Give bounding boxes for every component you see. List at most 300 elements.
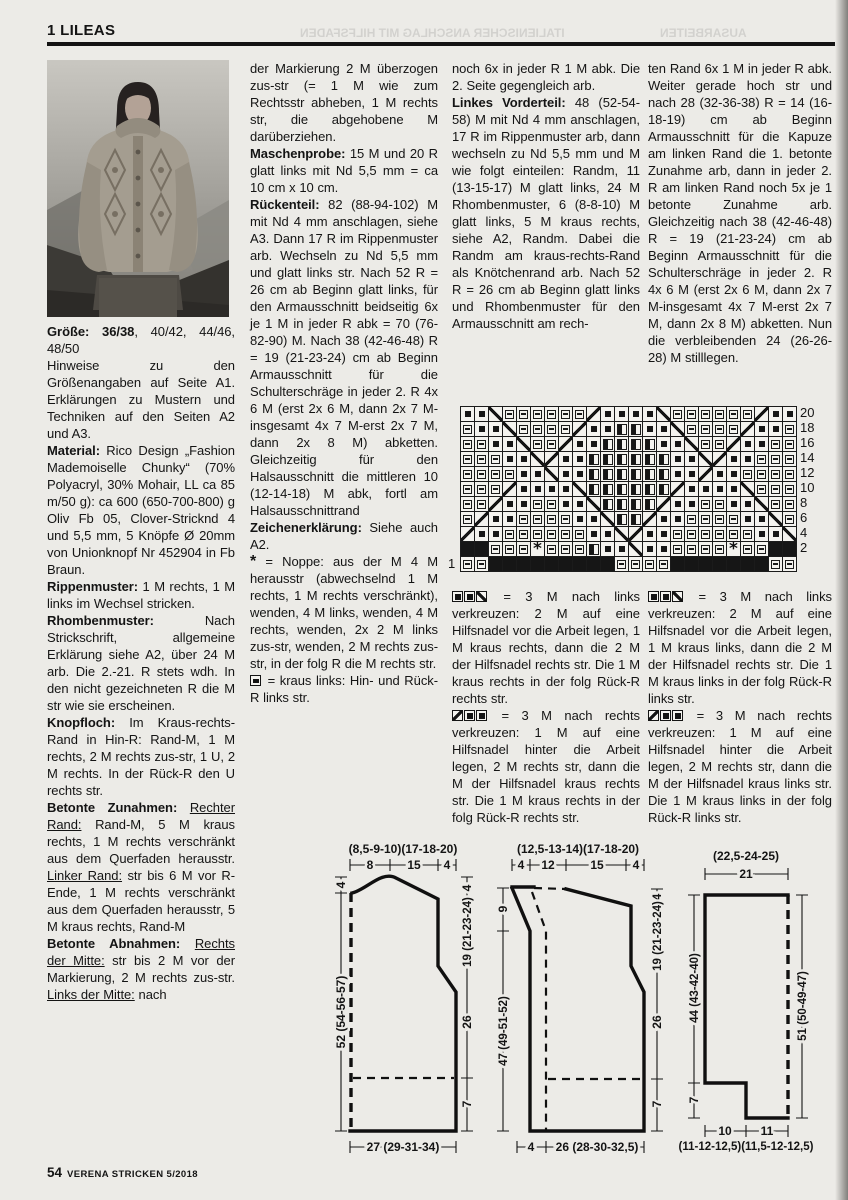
chart-cell [671, 542, 684, 556]
chart-cell [769, 557, 782, 571]
increases-paragraph [47, 799, 235, 935]
d2-left-9: 9 [496, 905, 510, 913]
bobble-paragraph [250, 553, 438, 672]
header-rule [47, 42, 835, 46]
chart-cell [741, 557, 754, 571]
chart-cell [489, 557, 502, 571]
chart-cell [727, 452, 740, 466]
chart-cell [545, 437, 558, 451]
chart-cell [783, 452, 796, 466]
size-rest: , 40/42, 44/46, 48/50 [47, 324, 235, 356]
chart-grid [460, 406, 797, 572]
chart-cell [755, 422, 768, 436]
chart-cell [517, 512, 530, 526]
chart-cell [531, 557, 544, 571]
kraus-links-icon [250, 675, 261, 686]
cable-left-paragraph [452, 588, 640, 707]
chart-cell [699, 437, 712, 451]
material-text: Rico Design „Fashion Mademoiselle Chunky“ (70% Polyacryl, 30% Mohair, LL ca 85 m/50 g): ca 600 (650-700-800) g Oliv Fb 05, Clover-Stricknd 4 und 5,5 mm, 5 Knöpfe Ø 20mm von Unionknopf Nr 452904 in Fb Braun. [47, 443, 235, 577]
chart-cell [615, 437, 628, 451]
chart-cell [573, 407, 586, 421]
chart-cell [769, 512, 782, 526]
chart-cell [685, 407, 698, 421]
chart-cell [503, 437, 516, 451]
chart-cell [741, 482, 754, 496]
chart-cell [517, 452, 530, 466]
chart-cell [461, 542, 474, 556]
gauge-label: Maschenprobe: [250, 146, 350, 161]
size-note: Hinweise zu den Größenangaben auf Seite A1. Erklärungen zu Mustern und Techniken auf den Seiten A2 und A3. [47, 358, 235, 441]
chart-cell [573, 422, 586, 436]
chart-cell [545, 482, 558, 496]
chart-cell [559, 407, 572, 421]
chart-cell [475, 452, 488, 466]
chart-cell [573, 527, 586, 541]
column-1 [47, 60, 235, 1003]
page-title: 1 LILEAS [47, 22, 116, 39]
chart-cell [727, 482, 740, 496]
chart-cell [601, 467, 614, 481]
chart-row-number: 8 [800, 495, 808, 510]
chart-cell [671, 497, 684, 511]
chart-cell [629, 542, 642, 556]
size-first: 36/38 [102, 324, 135, 339]
chart-cell [517, 527, 530, 541]
chart-cell [643, 497, 656, 511]
page-number: 54 [47, 1165, 63, 1180]
chart-cell [461, 407, 474, 421]
cable-left-paragraph [648, 588, 832, 707]
d1-right-7: 7 [460, 1100, 474, 1108]
d2-top-4a: 4 [517, 858, 525, 872]
rib-pattern-paragraph [47, 578, 235, 612]
chart-cell [685, 512, 698, 526]
chart-cell [517, 557, 530, 571]
chart-cell [475, 527, 488, 541]
chart-cell [503, 407, 516, 421]
chart-cell [545, 407, 558, 421]
d1-left-4: 4 [334, 881, 348, 889]
chart-cell [545, 467, 558, 481]
chart-cell [699, 512, 712, 526]
d2-size-label: (12,5-13-14)(17-18-20) [516, 842, 640, 856]
buttonhole-text: Im Kraus-rechts-Rand in Hin-R: Rand-M, 1 M rechts, 2 M rechts zus-str, 1 U, 2 M rechts. In der Rück-R den U rechts str. [47, 715, 235, 798]
d2-top-12: 12 [541, 858, 555, 872]
d3-size-label: (22,5-24-25) [712, 849, 780, 863]
chart-cell [601, 497, 614, 511]
chart-cell [587, 422, 600, 436]
chart-cell [461, 437, 474, 451]
d1-size-label: (8,5-9-10)(17-18-20) [348, 842, 458, 856]
chart-cell [503, 497, 516, 511]
chart-cell [587, 527, 600, 541]
chart-cell [503, 452, 516, 466]
model-photo [47, 60, 229, 317]
chart-cell [727, 467, 740, 481]
chart-cell [517, 407, 530, 421]
chart-cell [517, 422, 530, 436]
d1-right-4: 4 [460, 884, 474, 892]
cable-left-text: = 3 M nach links verkreuzen: 2 M auf eine Hilfsnadel vor die Arbeit legen, 1 M kraus rechts, dann die 2 M der Hilfsnadel rechts str. Die 1 M kraus rechts in der folg Rück-R rechts str. [452, 589, 640, 706]
chart-cell [769, 452, 782, 466]
chart-cell [755, 542, 768, 556]
chart-cell [517, 437, 530, 451]
d3-left-7: 7 [687, 1096, 701, 1104]
chart-cell [629, 422, 642, 436]
chart-cell [629, 437, 642, 451]
chart-cell [615, 407, 628, 421]
d1-top-4: 4 [443, 858, 451, 872]
cable-left-icon [648, 591, 683, 602]
chart-row-number: 18 [800, 420, 815, 435]
chart-cell [741, 497, 754, 511]
d1-top-15: 15 [407, 858, 421, 872]
chart-cell [615, 467, 628, 481]
chart-cell [587, 452, 600, 466]
d3-left-height: 44 (43-42-40) [689, 953, 701, 1023]
d1-left-height: 52 (54-56-57) [334, 975, 348, 1049]
chart-cell [685, 452, 698, 466]
chart-cell [629, 482, 642, 496]
chart-cell [601, 557, 614, 571]
chart-cell [517, 467, 530, 481]
chart-cell [643, 407, 656, 421]
chart-cell [769, 497, 782, 511]
d2-top-15: 15 [590, 858, 604, 872]
chart-cell [671, 437, 684, 451]
cable-left-text: = 3 M nach links verkreuzen: 2 M auf eine Hilfsnadel vor die Arbeit legen, 1 M kraus links, dann die 2 M der Hilfsnadel rechts str. Die 1 M kraus links in der folg Rück-R links str. [648, 589, 832, 706]
chart-cell [783, 482, 796, 496]
chart-cell [783, 437, 796, 451]
cable-right-text: = 3 M nach rechts verkreuzen: 1 M auf eine Hilfsnadel hinter die Arbeit legen, 2 M rechts str, dann die M der Hilfsnadel kraus rechts str. Die 1 M kraus rechts in der folg Rück-R rechts str. [452, 708, 640, 825]
chart-cell [657, 527, 670, 541]
rib-text: 1 M rechts, 1 M links im Wechsel stricken. [47, 579, 235, 611]
material-paragraph [47, 442, 235, 578]
chart-cell [727, 422, 740, 436]
diamond-pattern-paragraph [47, 612, 235, 714]
chart-cell [503, 422, 516, 436]
d3-right-height: 51 (50-49-47) [797, 971, 809, 1041]
chart-cell [615, 497, 628, 511]
bleedthrough-text: AUSARBEITEN [660, 26, 747, 40]
chart-cell [545, 527, 558, 541]
chart-cell [713, 482, 726, 496]
chart-cell [671, 482, 684, 496]
chart-cell [587, 467, 600, 481]
chart-cell [475, 467, 488, 481]
chart-row-number: 20 [800, 405, 815, 420]
chart-cell [489, 467, 502, 481]
chart-cell [601, 437, 614, 451]
back-piece-paragraph [250, 196, 438, 519]
left-front-text: 48 (52-54-58) M mit Nd 4 mm anschlagen, 17 R im Rippenmuster arb, dann wechseln zu Nd 5,5 mm und M wie folgt einteilen: Randm, 11 (13-15-17) M glatt links, 24 M Rhombenmuster, 6 (8-8-10) M glatt links, 5 M kraus rechts, siehe A2, Randm. Dabei die Randm am kraus-rechts-Rand als Knötchenrand arb. Nach 52 R = 26 cm ab Beginn glatt links und Rhombenmuster für den Armausschnitt am rech- [452, 95, 640, 331]
chart-cell [587, 512, 600, 526]
cable-right-icon [648, 710, 683, 721]
chart-cell [755, 437, 768, 451]
chart-cell [545, 512, 558, 526]
chart-cell [741, 422, 754, 436]
chart-cell [489, 527, 502, 541]
chart-cell [741, 542, 754, 556]
d1-top-8: 8 [366, 858, 374, 872]
chart-cell [769, 422, 782, 436]
d2-bottom-width: 26 (28-30-32,5) [555, 1140, 639, 1154]
cable-right-icon [452, 710, 487, 721]
chart-cell [489, 482, 502, 496]
chart-cell [755, 452, 768, 466]
chart-cell [531, 482, 544, 496]
chart-cell [615, 512, 628, 526]
increases-text-1: Rand-M, 5 M kraus rechts, 1 M rechts verschränkt aus dem Querfaden herausstr. [47, 817, 235, 866]
cable-left-icon [452, 591, 487, 602]
chart-cell [517, 482, 530, 496]
chart-cell [489, 497, 502, 511]
chart-cell [713, 437, 726, 451]
chart-cell [699, 452, 712, 466]
back-piece-label: Rückenteil: [250, 197, 329, 212]
chart-cell [643, 557, 656, 571]
chart-cell [643, 482, 656, 496]
chart-cell [657, 452, 670, 466]
chart-cell [769, 407, 782, 421]
chart-cell [699, 557, 712, 571]
chart-cell [713, 452, 726, 466]
chart-cell [531, 452, 544, 466]
chart-cell [755, 557, 768, 571]
chart-cell [755, 497, 768, 511]
chart-cell [587, 437, 600, 451]
size-label: Größe: [47, 324, 103, 339]
chart-cell [769, 527, 782, 541]
chart-cell [769, 437, 782, 451]
chart-cell [769, 467, 782, 481]
chart-cell [475, 482, 488, 496]
chart-cell [531, 422, 544, 436]
d2-right-26: 26 [650, 1015, 664, 1029]
chart-row-number: 2 [800, 540, 808, 555]
chart-cell [601, 422, 614, 436]
chart-cell [685, 482, 698, 496]
chart-cell [699, 527, 712, 541]
chart-cell [643, 527, 656, 541]
chart-cell [475, 422, 488, 436]
chart-cell [615, 542, 628, 556]
chart-cell [643, 422, 656, 436]
size-paragraph [47, 323, 235, 357]
chart-cell [657, 422, 670, 436]
left-of-center-label: Links der Mitte: [47, 987, 135, 1002]
chart-cell [643, 467, 656, 481]
d2-right-4: 4 [650, 893, 664, 901]
buttonhole-label: Knopfloch: [47, 715, 130, 730]
chart-cell [643, 512, 656, 526]
chart-cell [615, 557, 628, 571]
d2-right-7: 7 [650, 1100, 664, 1108]
chart-cell [545, 557, 558, 571]
chart-cell [573, 482, 586, 496]
column-3 [452, 60, 640, 332]
chart-cell [587, 557, 600, 571]
schematic-back [334, 842, 474, 1154]
chart-cell [741, 527, 754, 541]
chart-cell [741, 407, 754, 421]
continuation-paragraph: ten Rand 6x 1 M in jeder R abk. Weiter gerade hoch str und nach 28 (32-36-38) R = 14 (16-18-19) cm ab Beginn Armausschnitt für die Kapuze am linken Rand die 1. betonte Zunahme arb, dann in jeder 2. R am linken Rand noch 5x je 1 betonte Zunahme arb. Gleichzeitig nach 38 (42-46-48) R = 19 (21-23-24) cm ab Beginn Armausschnitt für die Schulterschräge in jeder 2. R 4x 6 M (erst 2x 6 M, dann 2x 7 M-insgesamt 4x 7 M-erst 2x 7 M, dann 2x 8 M) abketten. Nun die verbleibenden 24 (26-26-28) M stilllegen. [648, 61, 832, 365]
chart-cell [657, 512, 670, 526]
column-3-cable-key [452, 588, 640, 826]
chart-cell [755, 407, 768, 421]
back-piece-text: 82 (88-94-102) M mit Nd 4 mm anschlagen, siehe A3. Dann 17 R im Rippenmuster arb. Wechseln zu Nd 5,5 mm und glatt links str. Nach 52 R = 26 cm ab Beginn glatt links, für den Armausschnitt beidseitig 6x je 1 M in jeder R abk = 70 (76-82-90) M. Nach 38 (42-46-48) R = 19 (21-23-24) cm ab Beginn Armausschnitt für die Schulterschräge in jeder 2. R 4x 6 M (erst 2x 6 M, dann 2x 7 M-insgesamt 4x 7 M-erst 2x 7 M, dann 2x 8 M) abketten. Gleichzeitig für den Halsausschnitt die mittleren 10 (12-14-18) M abk, fortl am Halsausschnittrand [250, 197, 438, 518]
chart-cell [699, 407, 712, 421]
d2-left-height: 47 (49-51-52) [498, 996, 510, 1066]
chart-cell [503, 467, 516, 481]
d2-right-19: 19 (21-23-24) [652, 901, 664, 971]
chart-cell [461, 497, 474, 511]
d3-bottom-10: 10 [718, 1124, 732, 1138]
d1-right-19: 19 (21-23-24) [462, 897, 474, 967]
chart-cell [699, 422, 712, 436]
chart-cell [489, 437, 502, 451]
chart-cell [755, 527, 768, 541]
chart-cell [741, 512, 754, 526]
chart-cell [461, 452, 474, 466]
chart-cell [657, 557, 670, 571]
chart-row-number: 4 [800, 525, 808, 540]
chart-cell [461, 527, 474, 541]
chart-cell [461, 482, 474, 496]
right-of-center-label: Rechts der Mitte: [47, 936, 235, 968]
chart-cell [503, 557, 516, 571]
bobble-text: = Noppe: aus der M 4 M herausstr (abwechselnd 1 M rechts, 1 M rechts verschränkt), wenden, 4 M links, wenden, 4 M rechts, wenden, 2x 2 M links zus-str, wenden, 2 M rechts zus-str, in der folg R die M rechts str. [250, 554, 438, 671]
chart-cell [657, 467, 670, 481]
chart-cell [531, 497, 544, 511]
chart-cell [671, 557, 684, 571]
chart-cell [489, 452, 502, 466]
chart-cell [685, 497, 698, 511]
chart-cell [769, 542, 782, 556]
left-edge-label: Linker Rand: [47, 868, 123, 883]
chart-cell [727, 557, 740, 571]
chart-cell [671, 527, 684, 541]
chart-cell [699, 542, 712, 556]
chart-cell [741, 452, 754, 466]
chart-cell [741, 437, 754, 451]
column-2 [250, 60, 438, 706]
chart-cell [573, 437, 586, 451]
diamond-text: Nach Strickschrift, allgemeine Erklärung siehe A2, über 24 M arb. Die 2.-21. R stets wdh. In den nicht gezeichneten R die M str wie sie erscheinen. [47, 613, 235, 713]
chart-cell [587, 482, 600, 496]
chart-cell [489, 422, 502, 436]
chart-cell [475, 557, 488, 571]
chart-cell [503, 542, 516, 556]
chart-cell [783, 527, 796, 541]
chart-cell [629, 407, 642, 421]
chart-cell [671, 467, 684, 481]
chart-cell [727, 407, 740, 421]
chart-cell [601, 452, 614, 466]
chart-cell [559, 497, 572, 511]
chart-cell [559, 452, 572, 466]
chart-cell [615, 527, 628, 541]
chart-cell [643, 542, 656, 556]
chart-cell [615, 452, 628, 466]
chart-cell [671, 422, 684, 436]
chart-cell [489, 512, 502, 526]
chart-cell [657, 437, 670, 451]
chart-cell [517, 542, 530, 556]
symbol-key-text: Siehe auch A2. [250, 520, 438, 552]
chart-cell [713, 542, 726, 556]
chart-cell [573, 542, 586, 556]
chart-cell [783, 467, 796, 481]
chart-cell [531, 407, 544, 421]
left-front-label: Linkes Vorderteil: [452, 95, 575, 110]
chart-cell [475, 407, 488, 421]
page-footer [47, 1164, 198, 1182]
chart-cell [657, 542, 670, 556]
chart-cell [601, 542, 614, 556]
chart-cell [685, 422, 698, 436]
chart-cell [685, 542, 698, 556]
rib-label: Rippenmuster: [47, 579, 143, 594]
d1-bottom-width: 27 (29-31-34) [366, 1140, 440, 1154]
chart-cell [755, 482, 768, 496]
chart-cell [559, 422, 572, 436]
chart-cell [587, 542, 600, 556]
chart-cell [629, 512, 642, 526]
increases-label: Betonte Zunahmen: [47, 800, 190, 815]
chart-cell [601, 527, 614, 541]
chart-cell [601, 482, 614, 496]
chart-cell [545, 497, 558, 511]
right-edge-label: Rechter Rand: [47, 800, 235, 832]
chart-cell [503, 512, 516, 526]
garter-purl-paragraph [250, 672, 438, 706]
chart-cell [685, 557, 698, 571]
increases-text-2: str bis 6 M vor R-Ende, 1 M rechts verschränkt aus dem Querfaden herausstr, 5 M kraus rechts, Rand-M [47, 868, 235, 934]
chart-cell [783, 422, 796, 436]
chart-cell [573, 467, 586, 481]
chart-cell [545, 452, 558, 466]
chart-row-number: 14 [800, 450, 815, 465]
chart-cell [629, 527, 642, 541]
chart-cell [475, 437, 488, 451]
gauge-paragraph [250, 145, 438, 196]
chart-cell [517, 497, 530, 511]
chart-cell [769, 482, 782, 496]
schematic-hood [679, 849, 814, 1153]
chart-cell [545, 422, 558, 436]
chart-cell [475, 497, 488, 511]
chart-cell [475, 542, 488, 556]
d2-top-4b: 4 [632, 858, 640, 872]
schematic-diagrams [280, 835, 840, 1170]
chart-row-number: 6 [800, 510, 808, 525]
chart-cell [671, 512, 684, 526]
bobble-star-icon: * [250, 553, 257, 570]
chart-cell [755, 512, 768, 526]
magazine-name: VERENA STRICKEN 5/2018 [67, 1169, 198, 1180]
chart-cell [573, 512, 586, 526]
chart-cell [783, 557, 796, 571]
decreases-paragraph [47, 935, 235, 1003]
diamond-label: Rhombenmuster: [47, 613, 205, 628]
decreases-text-2: nach [134, 987, 167, 1002]
chart-cell [573, 497, 586, 511]
symbol-key-paragraph [250, 519, 438, 553]
cable-right-paragraph [648, 707, 832, 826]
chart-cell [559, 437, 572, 451]
chart-cell [559, 467, 572, 481]
